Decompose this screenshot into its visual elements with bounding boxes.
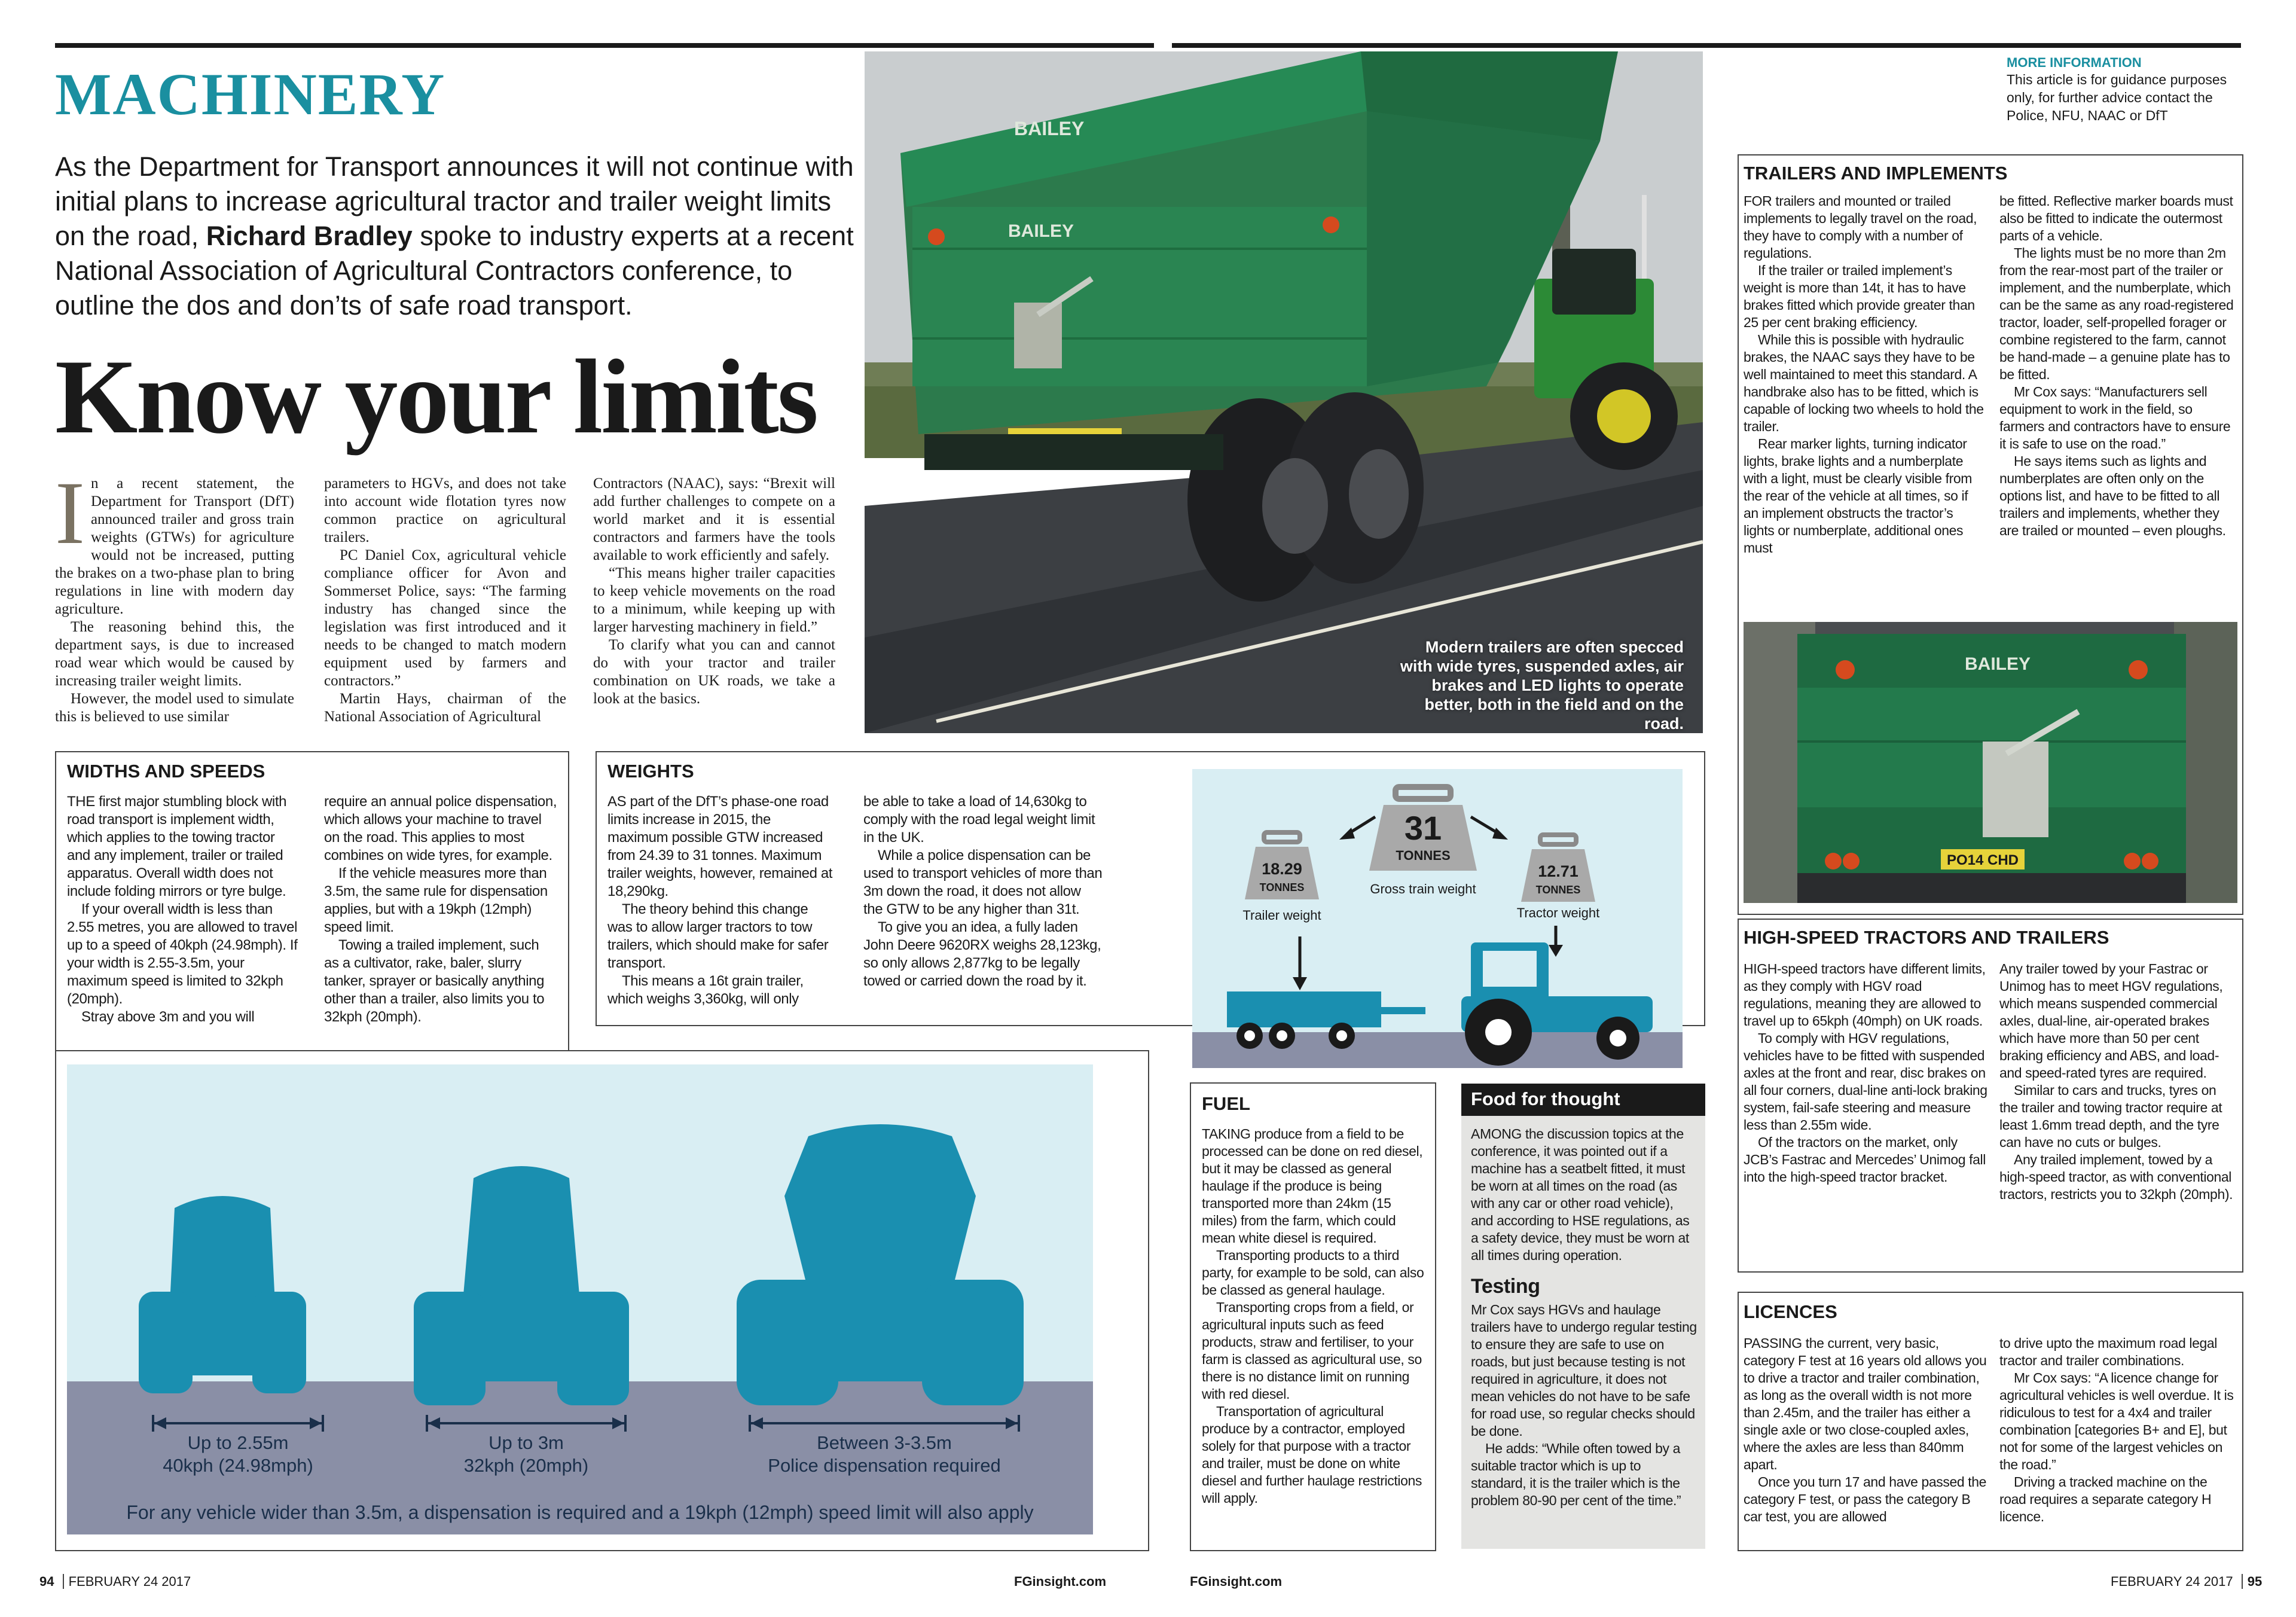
trailer-weight-unit: TONNES (1259, 881, 1305, 893)
standfirst-text-2: spoke to industry experts at a recent National Association of Agricultural Contractors conference, to outline the dos and don’ts of safe road transport. (55, 221, 854, 321)
headline: Know your limits (55, 337, 817, 456)
trailers-col-1 (1744, 193, 1985, 557)
body-para: Mr Cox says HGVs and haulage trailers have to undergo regular testing to ensure they are safe to use on roads, but just because testing is not required in agriculture, it does not mean vehicles do not have to be safe for road use, so regular checks should be done. (1471, 1302, 1697, 1439)
trailers-col-2 (1999, 193, 2235, 539)
body-para: Any trailed implement, towed by a high-speed tractor, as with conventional tractors, restricts you to 32kph (20mph). (1999, 1152, 2233, 1202)
gross-weight-unit: TONNES (1396, 848, 1451, 863)
site-name: FGinsight.com (1014, 1574, 1106, 1589)
footer-date-right: FEBRUARY 24 2017 (2111, 1574, 2233, 1589)
body-para: PASSING the current, very basic, category F test at 16 years old allows you to drive a tractor and trailer combination, as long as the overall width is not more than 2.45m, and the trailer has either a single axle or two close-coupled axles, where the axles are less than 840mm apart. (1744, 1335, 1987, 1472)
body-para: He says items such as lights and numberplates are often only on the options list, and have to be fitted to all trailers and implements, whether they are trailed or mounted – even ploughs. (1999, 453, 2226, 538)
section-label: MACHINERY (55, 61, 446, 127)
box-title: WIDTHS AND SPEEDS (67, 761, 265, 782)
body-para: Transporting products to a third party, for example to be sold, can also be classed as general haulage. (1202, 1247, 1424, 1298)
body-para: Once you turn 17 and have passed the category F test, or pass the category B car test, you are allowed (1744, 1474, 1986, 1524)
intro-col-1 (55, 463, 294, 726)
body-para: Rear marker lights, turning indicator lights, brake lights and a numberplate with a light, must be clearly visible from the rear of the vehicle at all times, so if an implement obstructs the tractor’s lights or numberplate, additional ones must (1744, 436, 1973, 556)
page-number-right: 95 (2247, 1574, 2263, 1589)
widths-speeds-box (55, 751, 569, 1073)
gross-weight-label: Gross train weight (1370, 881, 1476, 896)
box-title: HIGH-SPEED TRACTORS AND TRAILERS (1744, 927, 2109, 948)
body-para: to drive upto the maximum road legal tractor and trailer combinations. (1999, 1335, 2218, 1368)
licences-col-1 (1744, 1335, 1989, 1526)
fuel-text (1202, 1125, 1427, 1507)
trailer-weight-value: 18.29 (1262, 860, 1302, 878)
body-para: be able to take a load of 14,630kg to comply with the road legal weight limit in the UK. (863, 794, 1095, 846)
high-speed-box (1738, 919, 2243, 1273)
width-graphic-box (55, 1050, 1149, 1551)
top-rule-left (55, 43, 1154, 48)
dimension-note: Police dispensation required (768, 1455, 1001, 1476)
body-para: To give you an idea, a fully laden John Deere 9620RX weighs 28,123kg, so only allows 2,877kg to be legally towed or carried down the road by it. (863, 919, 1101, 989)
widths-col-1 (67, 793, 300, 1026)
licences-box (1738, 1292, 2243, 1551)
body-para: TAKING produce from a field to be processed can be done on red diesel, but it may be classed as general haulage if the produce is being transported more than 24km (15 miles) from the farm, which could mean white diesel is required. (1202, 1126, 1423, 1246)
body-para: Of the tractors on the market, only JCB’s Fastrac and Mercedes’ Unimog fall into the high-speed tractor bracket. (1744, 1134, 1986, 1185)
trailer-weight-label: Trailer weight (1242, 908, 1321, 923)
footer-right (2111, 1574, 2262, 1589)
dimension-speed: 32kph (20mph) (463, 1455, 589, 1476)
trailer-rear-photo (1744, 622, 2237, 903)
tractor-silhouette-narrow (139, 1196, 306, 1393)
tractor-weight-unit: TONNES (1535, 884, 1581, 896)
weights-col-1 (607, 793, 835, 1008)
fuel-box (1190, 1082, 1436, 1551)
food-text (1471, 1125, 1698, 1509)
intro-para: However, the model used to simulate this is believed to use similar (55, 691, 294, 725)
body-para: Mr Cox says: “Manufacturers sell equipment to work in the field, so farmers and contractors have to ensure it is safe to use on the road.” (1999, 384, 2231, 451)
body-para: If the vehicle measures more than 3.5m, the same rule for dispensation applies, but with a 19kph (12mph) speed limit. (324, 865, 548, 935)
weights-col-2 (863, 793, 1103, 990)
box-title: LICENCES (1744, 1301, 1837, 1322)
trailers-implements-box (1738, 154, 2243, 915)
widths-col-2 (324, 793, 557, 1026)
box-title: WEIGHTS (607, 761, 694, 782)
dimension-width: Up to 3m (488, 1432, 564, 1453)
body-para: This means a 16t grain trailer, which weighs 3,360kg, will only (607, 973, 804, 1007)
body-para: He adds: “While often towed by a suitable tractor which is up to standard, it is the trailer which is the problem 80-90 per cent of the time.” (1471, 1441, 1681, 1508)
footer-left (39, 1574, 191, 1589)
combine-silhouette-wide (737, 1124, 1024, 1405)
tractor-weight-label: Tractor weight (1516, 905, 1600, 920)
gross-weight-value: 31 (1404, 809, 1442, 847)
dimension-label-3 (732, 1432, 1037, 1477)
body-para: Transporting crops from a field, or agricultural inputs such as feed products, straw and fertiliser, to your farm is classed as agricultural use, so there is no distance limit on running with red diesel. (1202, 1299, 1422, 1402)
width-graphic (67, 1064, 1093, 1534)
dimension-label-1 (148, 1432, 328, 1477)
body-para: Any trailer towed by your Fastrac or Unimog has to meet HGV regulations, which means suspended commercial axles, dual-line, air-operated brakes which have more than 50 per cent braking efficiency and ABS, and load- and speed-rated tyres are required. (1999, 961, 2223, 1081)
body-para: If your overall width is less than 2.55 metres, you are allowed to travel up to a speed of 40kph (24.98mph). If your width is 2.55-3.5m, your maximum speed is limited to 32kph (20mph). (67, 901, 298, 1007)
dimension-label-2 (436, 1432, 616, 1477)
body-para: The lights must be no more than 2m from the rear-most part of the trailer or implement, and the numberplate, which can be the same as any road-registered tractor, loader, self-propelled forager or combine registered to the farm, cannot be hand-made – a genuine plate has to be fitted. (1999, 245, 2234, 382)
body-para: AS part of the DfT’s phase-one road limits increase in 2015, the maximum possible GTW increased from 24.39 to 31 tonnes. Maximum trailer weights, however, remained at 18,290kg. (607, 794, 833, 899)
trailer-brand-upper: BAILEY (1014, 118, 1085, 139)
body-para: Transportation of agricultural produce by a contractor, employed solely for that purpose with a tractor and trailer, must be done on white diesel and further haulage restrictions will apply. (1202, 1404, 1422, 1506)
body-para: require an annual police dispensation, which allows your machine to travel on the road. This applies to most combines on wide tyres, for example. (324, 794, 557, 864)
dimension-speed: 40kph (24.98mph) (163, 1455, 313, 1476)
dimension-width: Up to 2.55m (187, 1432, 289, 1453)
more-information (2007, 55, 2246, 124)
intro-para: parameters to HGVs, and does not take into account wide flotation tyres now common practice on agricultural trailers. (324, 475, 566, 545)
body-para: While this is possible with hydraulic brakes, the NAAC says they have to be well maintained to meet this standard. A handbrake also has to be fitted, which is capable of locking two wheels to hold the trailer. (1744, 332, 1984, 434)
width-footnote: For any vehicle wider than 3.5m, a dispensation is required and a 19kph (12mph) speed limit will also apply (126, 1502, 1034, 1523)
testing-title: Testing (1471, 1275, 1540, 1298)
body-para: Driving a tracked machine on the road requires a separate category H licence. (1999, 1474, 2212, 1524)
dimension-width: Between 3-3.5m (817, 1432, 952, 1453)
intro-para: n a recent statement, the Department for Transport (DfT) announced trailer and gross train weights (GTWs) for agriculture would not be increased, putting the brakes on a two-phase plan to bring regulations in line with modern day agriculture. (55, 475, 294, 617)
standfirst (55, 150, 868, 323)
body-para: AMONG the discussion topics at the conference, it was pointed out if a machine has a seatbelt fitted, it must be worn at all times on the road (as with any car or other road vehicle), and according to HSE regulations, as a safety device, they must be worn at all times during operation. (1471, 1126, 1690, 1263)
top-rule-right (1172, 43, 2241, 48)
intro-para: The reasoning behind this, the department says, is due to increased road wear which would be caused by increasing trailer weight limits. (55, 619, 294, 689)
intro-col-3 (593, 475, 835, 708)
intro-para: Contractors (NAAC), says: “Brexit will add further challenges to compete on a world market and it is essential contractors and farmers have the tools available to work efficiently and safely. (593, 475, 835, 563)
tractor-silhouette-medium (414, 1166, 629, 1405)
dropcap: I (55, 463, 85, 563)
footer-site-left (1014, 1574, 1106, 1589)
intro-para: “This means higher trailer capacities to keep vehicle movements on the road to a minimum, while keeping up with larger harvesting machinery in field.” (593, 565, 835, 635)
intro-col-2 (324, 475, 566, 726)
highspeed-col-1 (1744, 960, 1989, 1186)
trailer-illustration (865, 51, 1703, 733)
intro-para: To clarify what you can and cannot do with your tractor and trailer combination on UK roads, we take a look at the basics. (593, 637, 835, 707)
box-title: TRAILERS AND IMPLEMENTS (1744, 163, 2008, 184)
intro-para: Martin Hays, chairman of the National Association of Agricultural (324, 691, 566, 725)
body-para: Similar to cars and trucks, tyres on the trailer and towing tractor require at least 1.6mm tread depth, and the tyre can have no cuts or bulges. (1999, 1082, 2222, 1150)
tractor-weight-value: 12.71 (1538, 862, 1578, 880)
body-para: Stray above 3m and you will (81, 1009, 255, 1025)
highspeed-col-2 (1999, 960, 2235, 1203)
body-para: FOR trailers and mounted or trailed implements to legally travel on the road, they have to comply with a number of regulations. (1744, 193, 1977, 261)
standfirst-author: Richard Bradley (206, 221, 413, 251)
food-for-thought-box (1461, 1084, 1705, 1549)
body-para: HIGH-speed tractors have different limits, as they comply with HGV road regulations, meaning they are allowed to travel up to 65kph (40mph) on UK roads. (1744, 961, 1986, 1029)
main-trailer-photo (865, 51, 1703, 733)
intro-para: PC Daniel Cox, agricultural vehicle compliance officer for Avon and Sommerset Police, says: “The farming industry has changed since the legislation was first introduced and it needs to be changed to match modern equipment used by farmers and contractors.” (324, 547, 566, 689)
body-para: Mr Cox says: “A licence change for agricultural vehicles is well overdue. It is ridiculous to test for a 4x4 and trailer combination [categories B+ and E], but not for some of the largest vehicles on the road.” (1999, 1370, 2234, 1472)
footer-site-right (1190, 1574, 1282, 1589)
footer-date-left: FEBRUARY 24 2017 (68, 1574, 191, 1589)
rear-numberplate: PO14 CHD (1946, 852, 2019, 868)
photo-caption: Modern trailers are often specced with wide tyres, suspended axles, air brakes and LED lights to operate better, both in the field and on the road. (1400, 638, 1684, 733)
page-number-left: 94 (39, 1574, 54, 1589)
body-para: If the trailer or trailed implement’s weight is more than 14t, it has to have brakes fitted which provide greater than 25 per cent braking efficiency. (1744, 263, 1975, 330)
body-para: Towing a trailed implement, such as a cultivator, rake, baler, slurry tanker, sprayer or basically anything other than a trailer, also limits you to 32kph (20mph). (324, 937, 545, 1025)
food-title-bar (1461, 1084, 1705, 1116)
trailer-brand-lower: BAILEY (1008, 221, 1074, 241)
body-para: THE first major stumbling block with road transport is implement width, which applies to the towing tractor and any implement, trailer or trailed apparatus. Overall width does not include folding mirrors or tyre bulge. (67, 794, 287, 899)
site-name: FGinsight.com (1190, 1574, 1282, 1589)
weight-graphic (1192, 769, 1683, 1068)
standfirst-text-1: As the Department for Transport announces it will not continue with initial plans to increase agricultural tractor and trailer weight limits on the road, (55, 151, 854, 251)
more-info-text: This article is for guidance purposes only, for further advice contact the Police, NFU, NAAC or DfT (2007, 72, 2227, 123)
body-para: be fitted. Reflective marker boards must also be fitted to indicate the outermost parts of a vehicle. (1999, 193, 2233, 243)
more-info-title: MORE INFORMATION (2007, 55, 2142, 70)
rear-trailer-brand: BAILEY (1965, 654, 2031, 674)
food-title: Food for thought (1471, 1088, 1620, 1109)
licences-col-2 (1999, 1335, 2235, 1526)
body-para: The theory behind this change was to allow larger tractors to tow trailers, which should make for safer transport. (607, 901, 829, 971)
body-para: To comply with HGV regulations, vehicles have to be fitted with suspended axles at the front and rear, disc brakes on all four corners, dual-line anti-lock braking system, fail-safe steering and measure less than 2.55m wide. (1744, 1030, 1987, 1133)
body-para: While a police dispensation can be used to transport vehicles of more than 3m down the road, it does not allow the GTW to be any higher than 31t. (863, 847, 1103, 917)
box-title: FUEL (1202, 1093, 1250, 1114)
